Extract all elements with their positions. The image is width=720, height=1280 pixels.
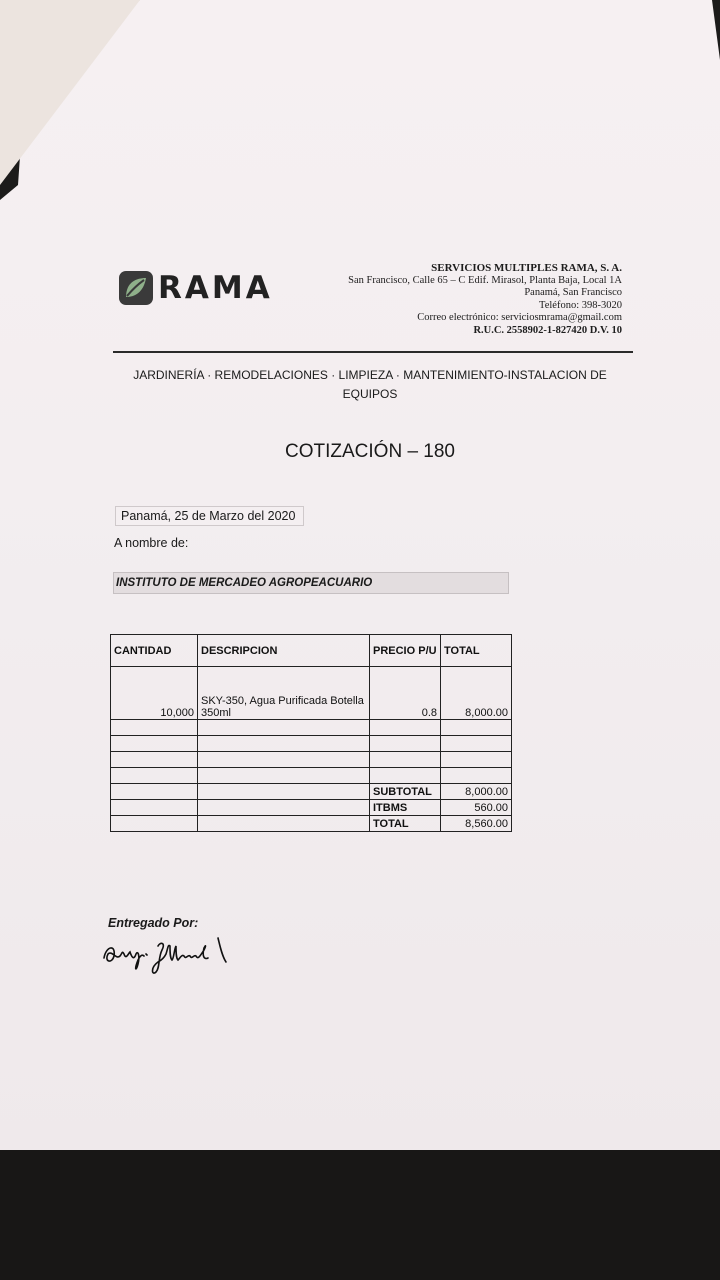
header-desc: DESCRIPCION — [198, 635, 370, 667]
quote-title: COTIZACIÓN – 180 — [285, 441, 455, 462]
quote-date: Panamá, 25 de Marzo del 2020 — [115, 506, 304, 526]
table-surface — [0, 1150, 720, 1280]
subtotal-label: SUBTOTAL — [370, 784, 441, 800]
header-qty: CANTIDAD — [111, 635, 198, 667]
company-ruc: R.U.C. 2558902-1-827420 D.V. 10 — [473, 324, 622, 336]
company-logo — [118, 270, 273, 306]
logo-text: RAMA — [158, 270, 273, 306]
company-email: Correo electrónico: serviciosmrama@gmail.com — [417, 312, 622, 323]
client-name: INSTITUTO DE MERCADEO AGROPEACUARIO — [113, 572, 509, 594]
company-name: SERVICIOS MULTIPLES RAMA, S. A. — [431, 262, 622, 274]
addressee-label: A nombre de: — [114, 536, 189, 550]
total-value: 8,560.00 — [441, 816, 512, 832]
empty-row — [111, 736, 512, 752]
item-total: 8,000.00 — [441, 667, 512, 720]
item-desc: SKY-350, Agua Purificada Botella 350ml — [198, 667, 370, 720]
total-label: TOTAL — [370, 816, 441, 832]
subtotal-value: 8,000.00 — [441, 784, 512, 800]
header-divider — [113, 351, 633, 353]
leaf-logo-icon — [118, 270, 154, 306]
services-line: JARDINERÍA · REMODELACIONES · LIMPIEZA · MANTENIMIENTO-INSTALACION DE EQUIPOS — [133, 368, 607, 401]
empty-row — [111, 768, 512, 784]
table-row — [111, 667, 512, 720]
header-price: PRECIO P/U — [370, 635, 441, 667]
header-total: TOTAL — [441, 635, 512, 667]
item-price: 0.8 — [370, 667, 441, 720]
company-info — [348, 262, 622, 337]
company-address-1: San Francisco, Calle 65 – C Edif. Mirasol, Planta Baja, Local 1A — [348, 274, 622, 286]
empty-row — [111, 720, 512, 736]
item-qty: 10,000 — [111, 667, 198, 720]
tax-label: ITBMS — [370, 800, 441, 816]
quote-table — [110, 634, 512, 832]
delivered-by-label: Entregado Por: — [108, 916, 199, 930]
tax-row — [111, 800, 512, 816]
table-header-row — [111, 635, 512, 667]
company-phone: Teléfono: 398-3020 — [539, 299, 622, 311]
total-row — [111, 816, 512, 832]
tax-value: 560.00 — [441, 800, 512, 816]
company-address-2: Panamá, San Francisco — [524, 287, 622, 298]
empty-row — [111, 752, 512, 768]
subtotal-row — [111, 784, 512, 800]
handwritten-signature — [100, 932, 240, 983]
